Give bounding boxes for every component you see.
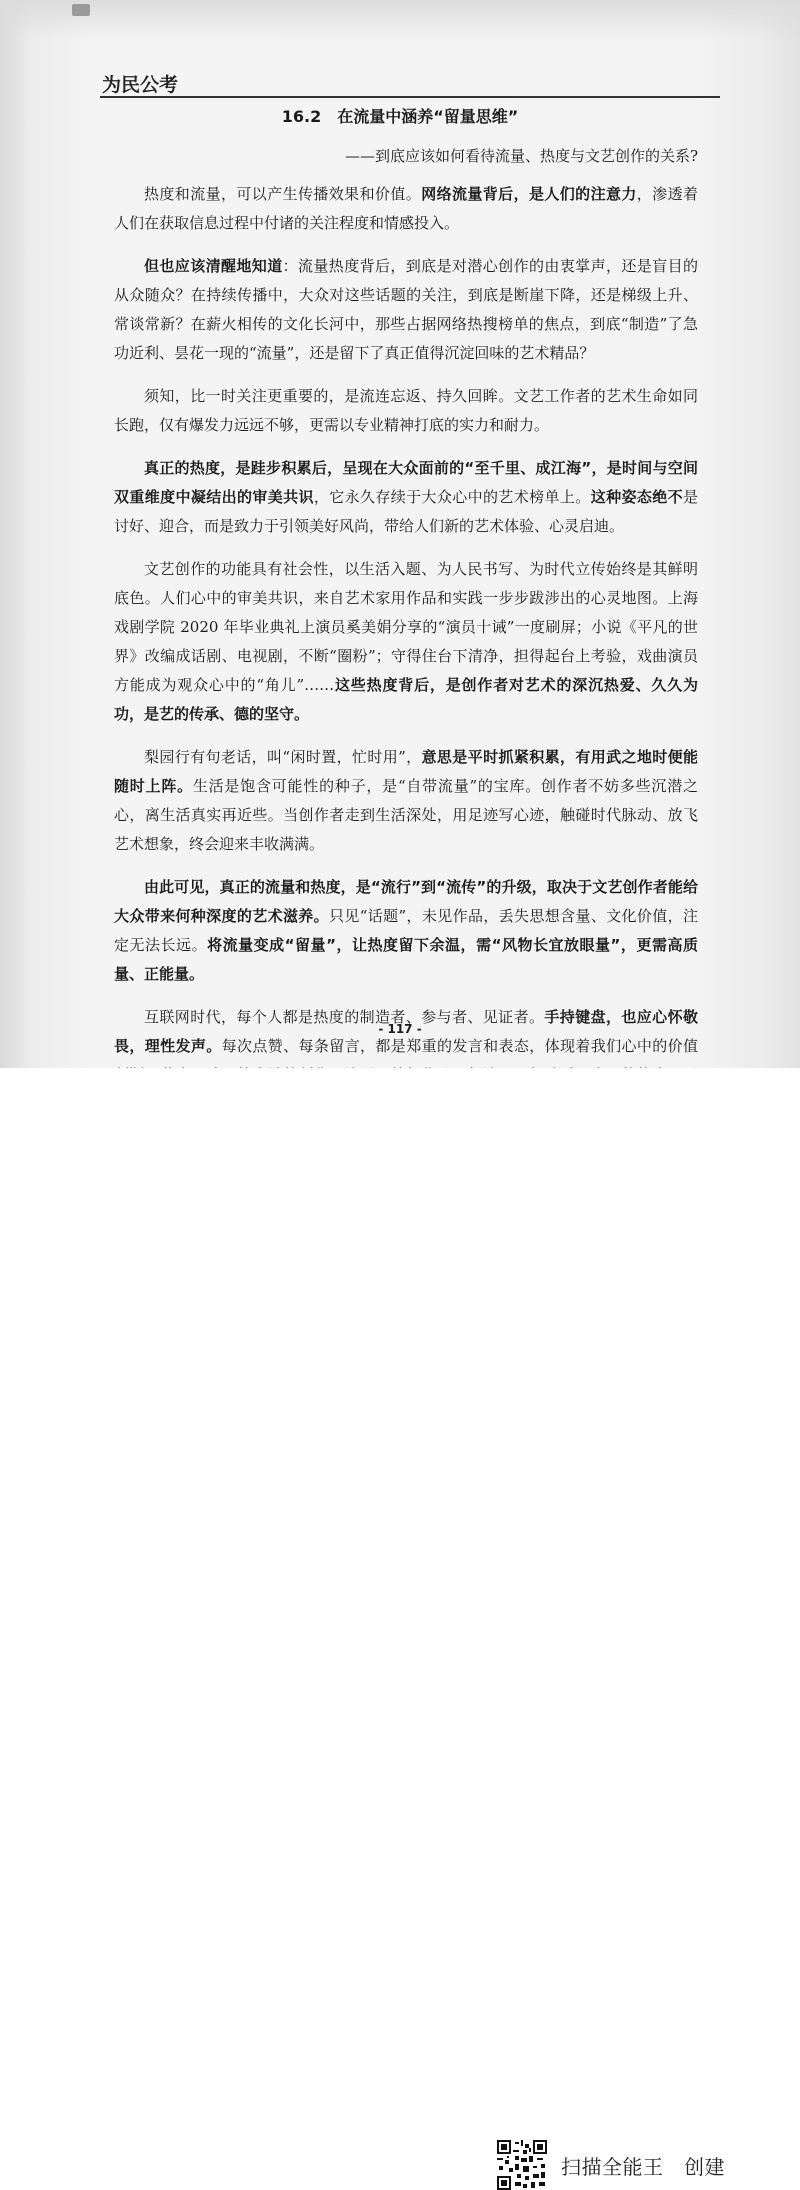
text-run: 热度和流量，可以产生传播效果和价值。: [144, 185, 422, 203]
text-run: 须知，比一时关注更重要的，是流连忘返、持久回眸。文艺工作者的艺术生命如同长跑，仅有爆发力远远不够，更需以专业精神打底的实力和耐力。: [114, 387, 698, 434]
text-run: 生活是饱含可能性的种子，是“自带流量”的宝库。创作者不妨多些沉潜之心，离生活真实再近些。当创作者走到生活深处，用足迹写心迹，触碰时代脉动、放飞艺术想象，终会迎来丰收满满。: [114, 777, 698, 853]
bold-run: 将流量变成“留量”，让热度留下余温，需“风物长宜放眼量”，更需高质量、正能量。: [114, 936, 698, 983]
paragraph-1: [114, 180, 698, 238]
text-run: ，渗透着人们在获取信息过程中付诸的关注程度和情感投入。: [114, 185, 698, 232]
paragraph-3: [114, 382, 698, 440]
paragraph-6: [114, 743, 698, 859]
text-run: 文艺创作的功能具有社会性，以生活入题、为人民书写、为时代立传始终是其鲜明底色。人们心中的审美共识，来自艺术家用作品和实践一步步跋涉出的心灵地图。上海戏剧学院 2020 年毕业典礼上演员奚美娟分享的“演员十诫”一度刷屏；小说《平凡的世界》改编成话剧、电视剧，不断“圈粉”；守得住台下清净，担得起台上考验，戏曲演员方能成为观众心中的“角儿”……: [114, 560, 698, 694]
paragraph-5: [114, 555, 698, 729]
paragraph-4: [114, 454, 698, 541]
text-run: ，它永久存续于大众心中的艺术榜单上。: [313, 488, 591, 506]
section-title: 16.2 在流量中涵养“留量思维”: [281, 107, 519, 126]
paragraph-2: [114, 252, 698, 368]
bold-run: 真正的热度，是跬步积累后，呈现在大众面前的“至千里、成江海”，是时间与空间双重维度中凝结出的审美共识: [114, 459, 698, 506]
header-rule: [100, 96, 720, 98]
text-run: 互联网时代，每个人都是热度的制造者、参与者、见证者。: [144, 1008, 545, 1026]
bold-run: 手持键盘，也应心怀敬畏，理性发声。: [114, 1008, 698, 1055]
bold-run: 网络流量背后，是人们的注意力: [421, 185, 637, 203]
bold-run: 但也应该清醒地知道: [144, 257, 283, 275]
paragraph-7: [114, 873, 698, 989]
section-subtitle: ——到底应该如何看待流量、热度与文艺创作的关系?: [344, 147, 698, 165]
text-run: 每次点赞、每条留言，都是郑重的发言和表态，体现着我们心中的价值: [221, 1037, 698, 1055]
page-edge-shadow: [0, 0, 800, 40]
qr-code-icon: [497, 2140, 547, 2190]
text-run: 是讨好、迎合，而是致力于引领美好风尚，带给人们新的艺术体验、心灵启迪。: [114, 488, 698, 535]
bold-run: 这些热度背后，是创作者对艺术的深沉热爱、久久为功，是艺的传承、德的坚守。: [114, 676, 698, 723]
text-run: 只见“话题”，未见作品，丢失思想含量、文化价值，注定无法长远。: [114, 907, 698, 954]
text-run: ：流量热度背后，到底是对潜心创作的由衷掌声，还是盲目的从众随众？在持续传播中，大众对这些话题的关注，到底是断崖下降，还是梯级上升、常谈常新？在薪火相传的文化长河中，那些占据网络热搜榜单的焦点，到底“制造”了急功近利、昙花一现的“流量”，还是留下了真正值得沉淀回味的艺术精品？: [114, 257, 698, 362]
page-number: - 117 -: [378, 1022, 422, 1036]
scanner-watermark: [0, 1068, 800, 2179]
bold-run: 由此可见，真正的流量和热度，是“流行”到“流传”的升级，取决于文艺创作者能给大众带来何种深度的艺术滋养。: [114, 878, 698, 925]
header-label: 为民公考: [102, 74, 179, 96]
bold-run: 意思是平时抓紧积累，有用武之地时便能随时上阵。: [114, 748, 698, 795]
text-run: 梨园行有句老话，叫“闲时置，忙时用”，: [144, 748, 422, 766]
corner-mark: [72, 4, 90, 16]
scanner-watermark-text: 扫描全能王 创建: [561, 2155, 725, 2179]
body-text: [114, 180, 698, 1133]
bold-run: 这种姿态绝不: [590, 488, 683, 506]
